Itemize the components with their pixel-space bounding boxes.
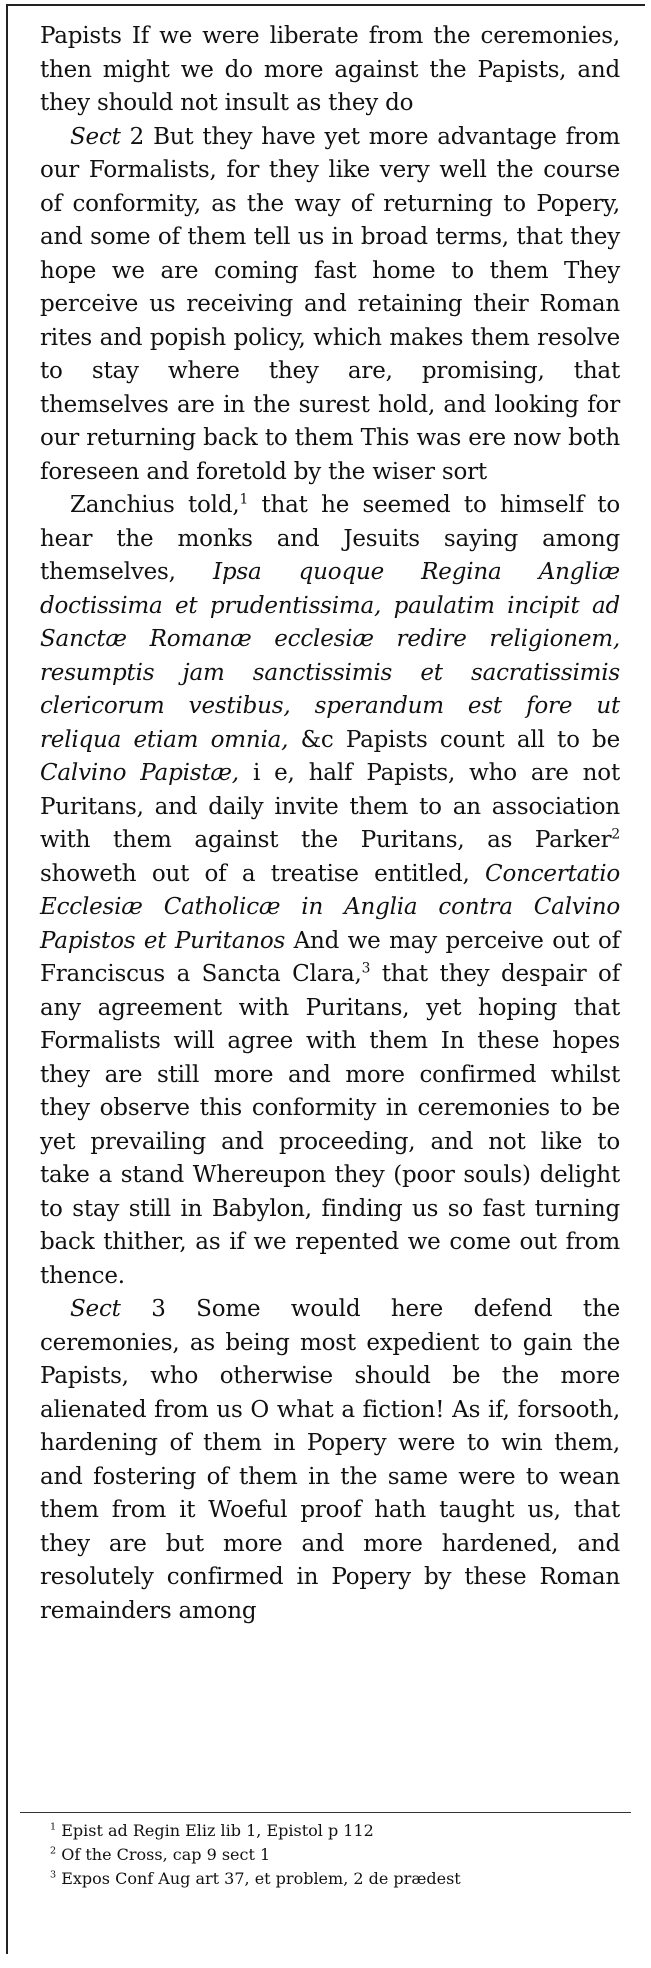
footnote-mark: 1: [50, 1821, 57, 1833]
text-run: i e, half Papists, who are not Puritans, and daily invite them to an association with them against the Puritans, as Parker: [40, 760, 620, 853]
top-rule: [6, 4, 645, 6]
text-run: that he seemed to himself to hear the monks and Jesuits saying among themselves,: [40, 492, 620, 585]
body-text: [40, 20, 620, 1628]
footnotes: [40, 1820, 620, 1892]
footnote-2: [40, 1844, 620, 1866]
text-run: And we may perceive out of Franciscus a Sancta Clara,: [40, 927, 620, 987]
paragraph-4: [40, 1293, 620, 1628]
footnote-1: [40, 1820, 620, 1842]
treatise-title: Concertatio Ecclesiæ Catholicæ in Anglia contra Calvino Papistos et Puritanos: [40, 860, 620, 954]
paragraph-2-text: 2 But they have yet more advantage from our Formalists, for they like very well the course of conformity, as the way of returning to Popery, and some of them tell us in broad terms, that they hope we are coming fast home to them They perceive us receiving and retaining their Roman rites and popish policy, which makes them resolve to stay where they are, promising, that themselves are in the surest hold, and looking for our returning back to them This was ere now both foreseen and foretold by the wiser sort: [40, 123, 620, 485]
footnote-mark: 3: [50, 1869, 57, 1881]
paragraph-4-text: 3 Some would here defend the ceremonies, as being most expedient to gain the Papists, who otherwise should be the more alienated from us O what a fiction! As if, forsooth, hardening of them in Popery were to win them, and fostering of them in the same were to wean them from it Woeful proof hath taught us, that they are but more and more hardened, and resolutely confirmed in Popery by these Roman remainders among: [40, 1296, 620, 1624]
paragraph-2: [40, 121, 620, 490]
footnote-ref-2: 2: [611, 826, 620, 843]
footnote-ref-1: 1: [239, 491, 249, 508]
footnote-mark: 2: [50, 1845, 57, 1857]
left-rule: [6, 4, 8, 1954]
section-label: Sect: [70, 123, 121, 150]
latin-quote: Ipsa quoque Regina Angliæ doctissima et prudentissima, paulatim incipit ad Sanctæ Romanæ ecclesiæ redire religionem, resumptis jam sanctissimis et sacratissimis clericorum vestibus, sperandum est fore ut reliqua etiam omnia,: [40, 559, 620, 753]
footnote-rule: [20, 1812, 631, 1813]
paragraph-3: [40, 489, 620, 1293]
footnote-text: Epist ad Regin Eliz lib 1, Epistol p 112: [61, 1821, 374, 1840]
paragraph-1: Papists If we were liberate from the ceremonies, then might we do more against the Papists, and they should not insult as they do: [40, 23, 620, 116]
text-run: &c Papists count all to be: [288, 726, 620, 753]
text-run: that they despair of any agreement with Puritans, yet hoping that Formalists will agree with them In these hopes they are still more and more confirmed whilst they observe this conformity in ceremonies to be yet prevailing and proceeding, and not like to take a stand Whereupon they (poor souls) delight to stay still in Babylon, finding us so fast turning back thither, as if we repented we come out from thence.: [40, 961, 621, 1289]
footnote-ref-3: 3: [361, 960, 371, 977]
latin-term: Calvino Papistæ,: [40, 760, 239, 786]
footnote-text: Expos Conf Aug art 37, et problem, 2 de prædest: [61, 1869, 461, 1888]
text-run: Zanchius told,: [70, 492, 240, 518]
section-label: Sect: [70, 1296, 121, 1322]
text-run: showeth out of a treatise entitled,: [40, 860, 486, 887]
footnote-3: [40, 1868, 620, 1890]
footnote-text: Of the Cross, cap 9 sect 1: [61, 1845, 271, 1864]
